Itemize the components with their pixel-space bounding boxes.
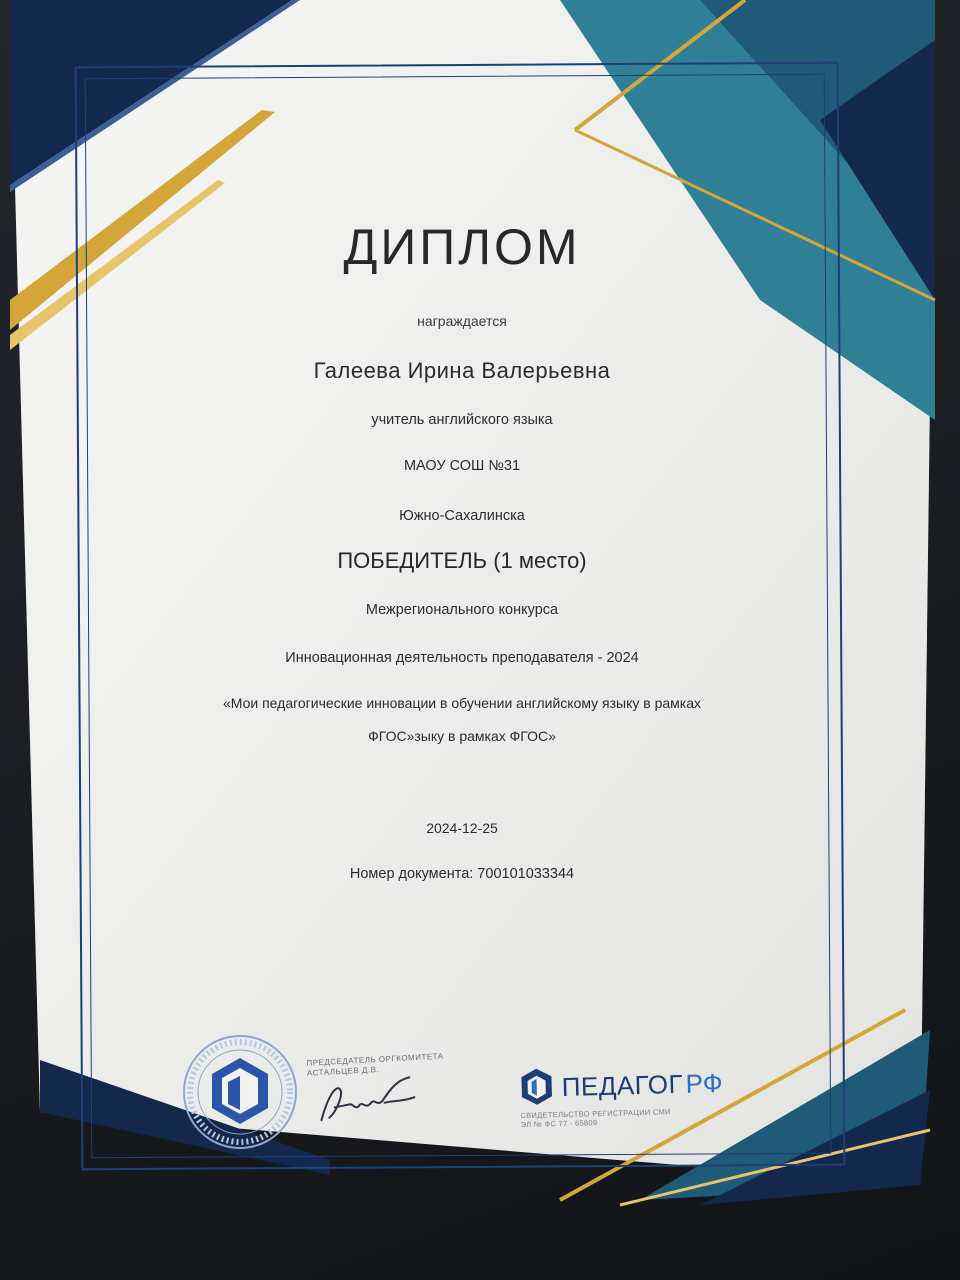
signature-block bbox=[306, 1045, 490, 1134]
brand-registration-1: СВИДЕТЕЛЬСТВО РЕГИСТРАЦИИ СМИ bbox=[520, 1107, 671, 1121]
recipient-position: учитель английского языка bbox=[371, 412, 553, 428]
brand-registration-2: ЭЛ № ФС 77 - 65809 bbox=[520, 1118, 598, 1130]
city-name: Южно-Сахалинска bbox=[399, 508, 525, 524]
awarded-label: награждается bbox=[417, 313, 507, 329]
diploma-title: ДИПЛОМ bbox=[343, 219, 581, 275]
recipient-name: Галеева Ирина Валерьевна bbox=[313, 358, 611, 383]
brand-logo bbox=[519, 1059, 761, 1135]
contest-topic-line-2: ФГОС»зыку в рамках ФГОС» bbox=[368, 728, 556, 744]
contest-type: Межрегионального конкурса bbox=[365, 602, 559, 618]
hexagon-brand-icon bbox=[519, 1066, 554, 1107]
signatory-name: АСТАЛЬЦЕВ Д.В. bbox=[306, 1064, 380, 1078]
award-result: ПОБЕДИТЕЛЬ (1 место) bbox=[337, 548, 587, 573]
brand-name: ПЕДАГОГ bbox=[561, 1068, 684, 1103]
hexagon-seal-icon bbox=[180, 1032, 300, 1152]
handwritten-signature bbox=[313, 1071, 426, 1129]
contest-name: Инновационная деятельность преподавателя - 2024 bbox=[285, 650, 639, 666]
signatory-title: ПРЕДСЕДАТЕЛЬ ОРГКОМИТЕТА bbox=[306, 1051, 444, 1068]
school-name: МАОУ СОШ №31 bbox=[403, 458, 521, 474]
document-number: Номер документа: 700101033344 bbox=[349, 866, 575, 882]
brand-suffix: РФ bbox=[685, 1067, 723, 1099]
issue-date: 2024-12-25 bbox=[426, 820, 498, 836]
contest-topic-line-1: «Мои педагогические инновации в обучении английскому языку в рамках bbox=[222, 695, 702, 711]
